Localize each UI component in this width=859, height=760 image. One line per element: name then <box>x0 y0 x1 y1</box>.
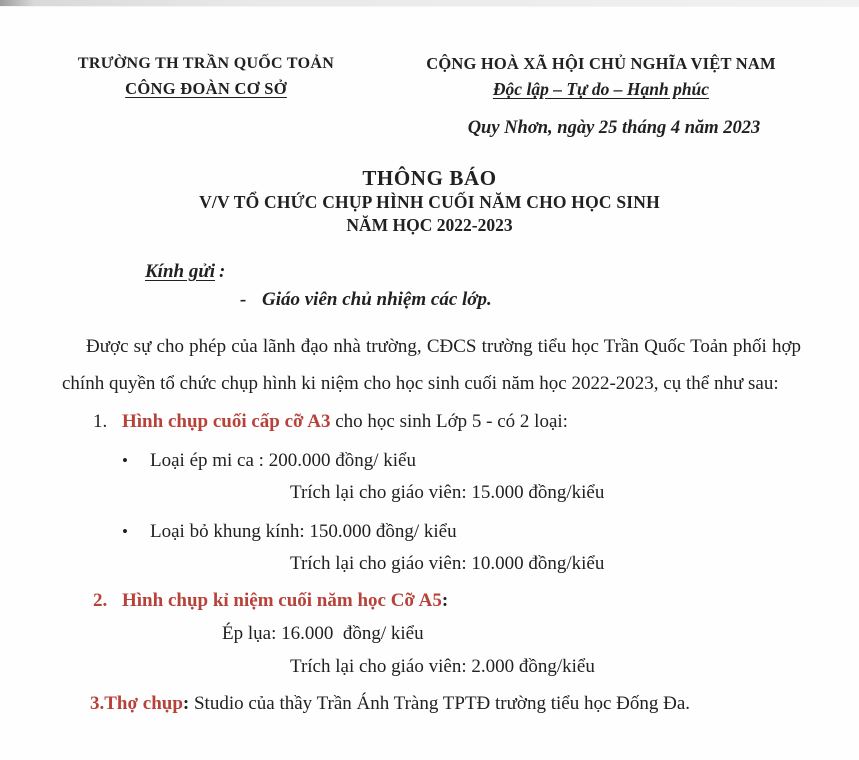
recipient-line <box>0 289 859 311</box>
list-item-2 <box>0 588 859 614</box>
bullet-2-text: Loại bỏ khung kính: 150.000 đồng/ kiểu <box>150 521 457 542</box>
bullet-icon: • <box>122 451 128 470</box>
item-2-heading: Hình chụp kỉ niệm cuối năm học Cỡ A5 <box>122 590 442 611</box>
item-3-label: 3.Thợ chụp <box>90 693 183 714</box>
recipient-dash: - <box>240 289 247 310</box>
item-2-price-line: Ép lụa: 16.000 đồng/ kiểu <box>222 623 424 644</box>
recipient-text: Giáo viên chủ nhiệm các lớp. <box>262 289 492 310</box>
item-3-colon: : <box>182 693 190 714</box>
item-2-colon: : <box>441 590 449 611</box>
intro-paragraph: Được sự cho phép của lãnh đạo nhà trường, CĐCS trường tiểu học Trần Quốc Toản phối hợp chính quyền tổ chức chụp hình ki niệm cho học sinh cuối năm học 2022-2023, cụ thể như sau: <box>62 336 801 394</box>
national-heading-block <box>406 52 796 102</box>
place-date-line: Quy Nhơn, ngày 25 tháng 4 năm 2023 <box>467 118 761 138</box>
document-title: THÔNG BÁO <box>362 166 497 190</box>
salutation-label: Kính gửi <box>145 261 215 282</box>
national-motto: Độc lập – Tự do – Hạnh phúc <box>492 79 710 99</box>
item-3-text: Studio của thầy Trần Ánh Tràng TPTĐ trường tiểu học Đống Đa. <box>189 693 691 714</box>
list-item-1 <box>0 409 859 435</box>
item-1-heading-rest: cho học sinh Lớp 5 - có 2 loại: <box>330 411 568 432</box>
item-1-heading: Hình chụp cuối cấp cỡ A3 <box>122 411 331 432</box>
issuer-block <box>36 52 376 102</box>
item-1-number: 1. <box>93 411 108 432</box>
salutation-colon: : <box>219 261 226 282</box>
school-year-line: NĂM HỌC 2022-2023 <box>346 215 513 235</box>
item-2-note: Trích lại cho giáo viên: 2.000 đồng/kiểu <box>290 656 595 677</box>
bullet-icon: • <box>122 522 128 541</box>
bullet-item <box>0 448 859 474</box>
document-header <box>0 0 859 102</box>
bullet-2-note: Trích lại cho giáo viên: 10.000 đồng/kiểu <box>290 553 605 574</box>
salutation-line <box>0 261 859 283</box>
bullet-1-note: Trích lại cho giáo viên: 15.000 đồng/kiểu <box>290 482 605 503</box>
item-2-number: 2. <box>93 590 108 611</box>
document-title-block <box>0 165 859 237</box>
list-item-3 <box>0 691 859 717</box>
bullet-item <box>0 519 859 545</box>
issuer-school-name: TRƯỜNG TH TRẦN QUỐC TOẢN <box>77 55 335 72</box>
document-subtitle: V/V TỔ CHỨC CHỤP HÌNH CUỐI NĂM CHO HỌC SINH <box>199 192 660 212</box>
scan-edge-artifact <box>0 0 859 7</box>
bullet-1-text: Loại ép mi ca : 200.000 đồng/ kiểu <box>150 450 416 471</box>
national-title: CỘNG HOÀ XÃ HỘI CHỦ NGHĨA VIỆT NAM <box>426 54 776 73</box>
issuer-union-name: CÔNG ĐOÀN CƠ SỞ <box>125 79 287 98</box>
